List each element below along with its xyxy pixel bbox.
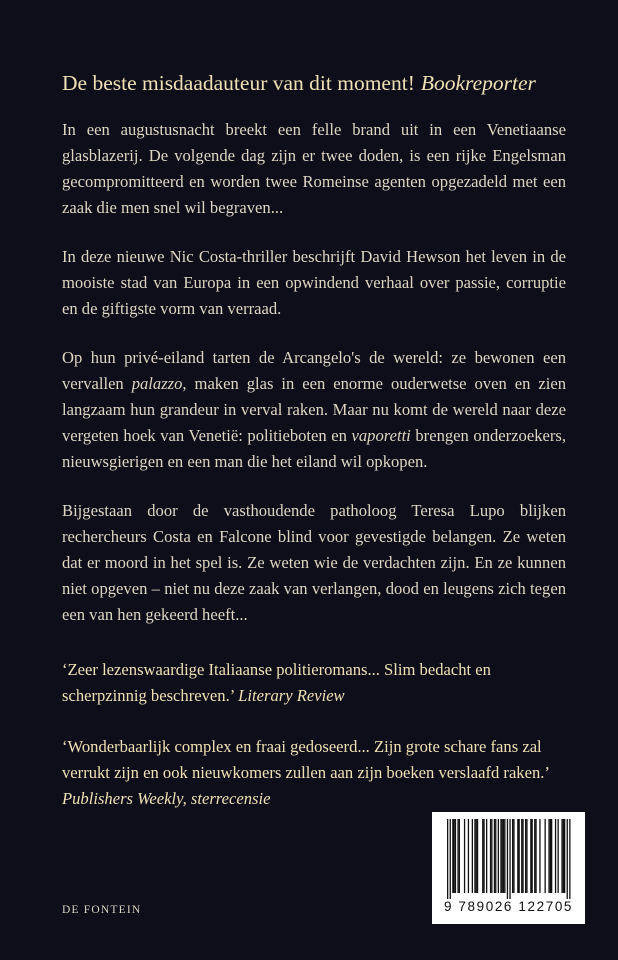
barcode-bar [561,819,562,893]
blurb-paragraph-3 [62,345,566,475]
barcode-bar [521,819,522,893]
barcode-bar [459,819,460,893]
barcode-bar [504,819,505,893]
barcode-bar [555,819,556,893]
barcode-bar [548,819,549,893]
barcode-bar [452,819,453,893]
blurb-paragraph-2: In deze nieuwe Nic Costa-thriller beschrijft David Hewson het leven in de mooiste stad van Europa in een opwindend verhaal over passie, corruptie en de giftigste vorm van verraad. [62,247,566,318]
tagline-text: De beste misdaadauteur van dit moment! [62,71,415,95]
barcode-bar [535,819,536,893]
barcode-bar [483,819,484,893]
review-quote-1-text: ‘Zeer lezenswaardige Italiaanse politieromans... Slim bedacht en scherpzinnig beschreven.’ [62,660,491,705]
barcode-bar [490,819,491,893]
review-quote-2 [62,734,566,812]
p3-italic-vaporetti: vaporetti [351,426,411,445]
publisher-name: DE FONTEIN [62,904,142,916]
barcode-bar [512,819,513,893]
review-quote-2-text: ‘Wonderbaarlijk complex en fraai gedoseerd... Zijn grote schare fans zal verrukt zijn en ook nieuwkomers zullen aan zijn boeken verslaafd raken.’ [62,737,550,782]
barcode-bar [454,819,455,893]
barcode-bar [526,819,527,893]
barcode-bar [530,819,531,893]
barcode-bar [495,819,496,893]
barcode-bar [509,819,510,899]
barcode-bar [564,819,565,893]
p3-text-c: , maken glas in een enorme ouderwetse oven en zien langzaam hun grandeur in verval raken. Maar nu komt de wereld naar deze vergeten hoek van Venetië: politieboten en [62,374,566,445]
barcode-bar [502,819,503,893]
barcode-bar [500,819,501,893]
barcode-bar [498,819,499,893]
isbn-number: 9 789026 122705 [443,899,574,914]
barcode-bar [532,819,533,893]
review-quote-1-source: Literary Review [238,686,345,705]
barcode-bar [507,819,508,899]
tagline-source: Bookreporter [420,71,536,95]
barcode-bar [519,819,520,893]
review-quote-2-source: Publishers Weekly, sterrecensie [62,789,271,808]
barcode-bar [455,819,456,893]
barcode-bar [472,819,473,893]
barcode-bar [522,819,523,893]
barcode-bar [476,819,477,893]
blurb-paragraph-1: In een augustusnacht breekt een felle brand uit in een Venetiaanse glasblazerij. De volgende dag zijn er twee doden, is een rijke Engelsman gecompromitteerd en worden twee Romeinse agenten opgezadeld met een zaak die men snel wil begraven... [62,120,566,217]
barcode-bar [474,819,475,893]
barcode-bar [563,819,564,893]
barcode-bar [569,819,570,899]
blurb-paragraph-4: Bijgestaan door de vasthoudende patholoog Teresa Lupo blijken rechercheurs Costa en Falcone blind voor gevestigde belangen. Ze weten dat er moord in het spel is. Ze weten wie de verdachten zijn. En ze kunnen niet opgeven – niet nu deze zaak van verlangen, dood en leugens zich tegen een van hen gekeerd heeft... [62,501,566,624]
review-quote-1 [62,657,566,709]
barcode-bar [551,819,552,893]
p3-italic-palazzo: palazzo [131,374,183,393]
barcode-bar [447,819,448,899]
barcode-bar [477,819,478,893]
barcode-bar [513,819,514,893]
tagline [62,68,582,98]
barcode-bar [457,819,458,893]
barcode-bar [486,819,487,893]
barcode-bar [534,819,535,893]
p3-text-a: Op hun privé-eiland tarten de Arcangelo's de wereld: ze bewonen een vervallen [62,348,566,393]
barcode-bar [494,819,495,893]
barcode-bar [545,819,546,893]
barcode-box [432,812,585,924]
barcode-bar [525,819,526,893]
barcode-bar [567,819,568,899]
barcode-bar [482,819,483,893]
p3-text-e: brengen onderzoekers, nieuwsgierigen en een man die het eiland wil opkopen. [62,426,566,471]
barcode-bar [491,819,492,893]
barcode-bar [517,819,518,893]
barcode-bar [539,819,540,893]
barcode-bar [550,819,551,893]
barcode-icon [439,819,578,899]
barcode-bar [450,819,451,899]
barcode-bar [468,819,469,893]
barcode-bar [464,819,465,893]
barcode-bar [558,819,559,893]
barcode-bar [503,819,504,893]
